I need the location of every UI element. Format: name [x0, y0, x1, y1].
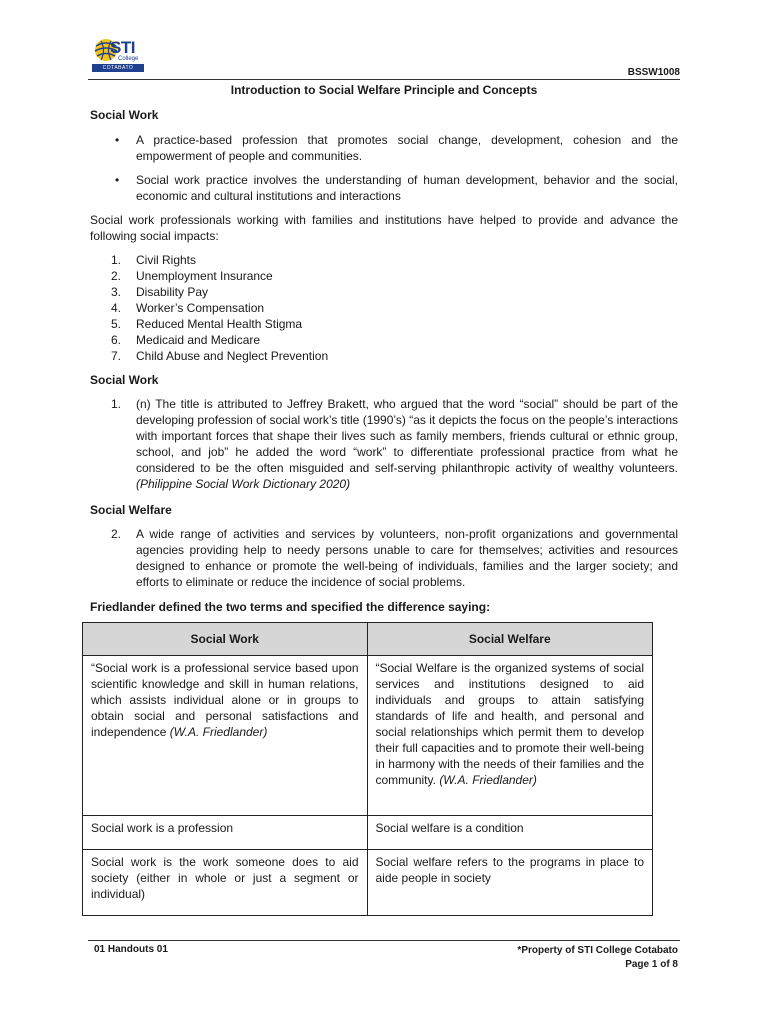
list-item	[90, 316, 678, 332]
list-text: Civil Rights	[136, 253, 197, 267]
section-heading-social-work: Social Work	[90, 108, 159, 122]
footer-property-notice: *Property of STI College Cotabato	[517, 945, 678, 956]
logo-campus-bar: COTABATO	[92, 64, 144, 72]
definition-item-2	[90, 526, 678, 590]
list-number: 7.	[111, 349, 122, 363]
section-heading-social-welfare: Social Welfare	[90, 503, 172, 517]
list-number: 5.	[111, 317, 122, 331]
definition-text: A wide range of activities and services by volunteers, non-profit organizations and governmental agencies providing help to needy persons unable to care for themselves; activities and resources designed to enhance or promote the well-being of individuals, families and the larger society; and efforts to eliminate or reduce the incidence of social problems.	[136, 527, 678, 589]
definition-text: (n) The title is attributed to Jeffrey Brakett, who argued that the word “social” should be part of the developing profession of social work’s title (1990’s) “as it depicts the focus on the people’s interactions with important forces that shape their lives such as family members, friends cultural or ethnic group, school, and job” he added the word “work” to differentiate professional practice from what he considered to be the often misguided and self-serving philanthropic activity of wealthy volunteers.	[136, 397, 678, 475]
bullet-text: A practice-based profession that promotes social change, development, cohesion and the empowerment of people and communities.	[136, 133, 678, 163]
table-cell: Social welfare is a condition	[367, 816, 653, 850]
cell-citation: (W.A. Friedlander)	[169, 725, 268, 739]
column-header-social-welfare: Social Welfare	[367, 623, 653, 656]
social-impacts-list	[90, 252, 678, 364]
list-number: 3.	[111, 285, 122, 299]
table-cell	[83, 656, 368, 816]
list-number: 2.	[111, 269, 122, 283]
list-number: 4.	[111, 301, 122, 315]
list-item	[90, 332, 678, 348]
footer-divider	[88, 940, 680, 941]
table-cell: Social welfare refers to the programs in place to aide people in society	[367, 850, 653, 916]
document-body	[90, 80, 678, 615]
list-number: 1.	[111, 397, 122, 411]
logo-subtitle: College	[118, 56, 139, 62]
list-text: Unemployment Insurance	[136, 269, 273, 283]
document-title: Introduction to Social Welfare Principle and Concepts	[230, 83, 538, 97]
bullet-text: Social work practice involves the understanding of human development, behavior and the social, economic and cultural institutions and interactions	[136, 173, 678, 203]
column-header-social-work: Social Work	[83, 623, 368, 656]
logo-wordmark: STI	[110, 38, 135, 57]
list-text: Reduced Mental Health Stigma	[136, 317, 303, 331]
bullet-item	[90, 172, 678, 204]
table-cell: Social work is the work someone does to aid society (either in whole or just a segment or individual)	[83, 850, 368, 916]
cell-text: “Social Welfare is the organized systems of social services and institutions designed to aid individuals and groups to attain satisfying standards of life and health, and personal and social relationships which permit them to develop their full capacities and to promote their well-being in harmony with the needs of their families and the community.	[375, 661, 644, 787]
social-work-bullets	[90, 132, 678, 204]
list-text: Medicaid and Medicare	[136, 333, 261, 347]
intro-paragraph: Social work professionals working with families and institutions have helped to provide and advance the following social impacts:	[90, 213, 678, 243]
course-code: BSSW1008	[627, 67, 680, 78]
footer-right-block	[517, 944, 678, 972]
list-text: Disability Pay	[136, 285, 209, 299]
bullet-item	[90, 132, 678, 164]
list-item	[90, 268, 678, 284]
friedlander-heading: Friedlander defined the two terms and specified the difference saying:	[90, 600, 491, 614]
table-cell	[367, 656, 653, 816]
cell-text: “Social work is a professional service based upon scientific knowledge and skill in human relations, which assists individual alone or in groups to obtain social and personal satisfactions and independence	[91, 661, 359, 739]
definition-item-1	[90, 396, 678, 492]
list-item	[90, 252, 678, 268]
list-number: 1.	[111, 253, 122, 267]
list-item	[90, 284, 678, 300]
bullet-dot: •	[115, 133, 120, 147]
list-number: 2.	[111, 527, 122, 541]
bullet-dot: •	[115, 173, 120, 187]
table-cell: Social work is a profession	[83, 816, 368, 850]
list-number: 6.	[111, 333, 122, 347]
section-heading-social-work-2: Social Work	[90, 373, 159, 387]
list-item	[90, 300, 678, 316]
list-text: Child Abuse and Neglect Prevention	[136, 349, 329, 363]
table-row	[83, 656, 653, 816]
table-row	[83, 850, 653, 916]
page-header	[88, 32, 680, 80]
list-text: Worker’s Compensation	[136, 301, 265, 315]
definition-citation: (Philippine Social Work Dictionary 2020)	[136, 477, 351, 491]
cell-citation: (W.A. Friedlander)	[439, 773, 537, 787]
table-header-row	[83, 623, 653, 656]
comparison-table	[82, 622, 653, 916]
list-item	[90, 348, 678, 364]
footer-page-number: Page 1 of 8	[625, 959, 678, 970]
footer-handout-label: 01 Handouts 01	[94, 944, 168, 955]
table-row	[83, 816, 653, 850]
